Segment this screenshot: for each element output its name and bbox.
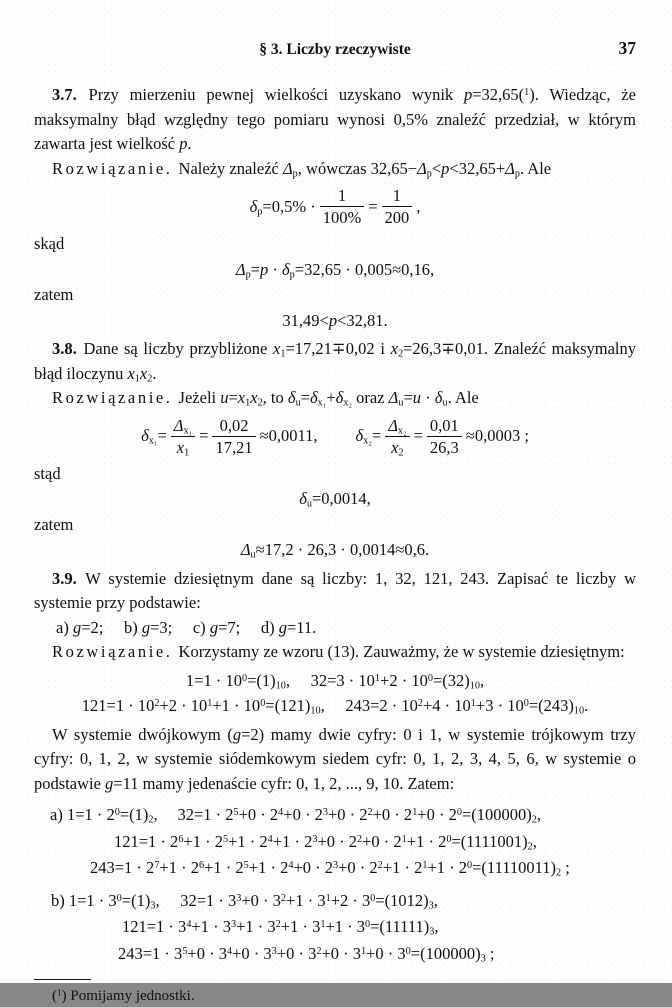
problem-3-9-statement (34, 567, 636, 616)
formula-lead: $\delta_p=0,5\%$ · (249, 196, 316, 218)
fraction (385, 416, 409, 457)
binary-expansion-line-1: a) $1=1 \cdot 2^0=(1)_2$, $32=1 \cdot 2^5+0 \cdot 2^4+0 \cdot 2^3+0 \cdot 2^2+0 \cdot 2^1+0 \cdot 2^0=(100000)_2$, (50, 805, 541, 826)
fraction (212, 416, 255, 457)
denominator: 17,21 (215, 437, 253, 457)
formula-relative-error-p (34, 186, 636, 227)
section-heading: § 3. Liczby rzeczywiste (259, 41, 411, 58)
footnote (34, 985, 636, 1007)
solution-3-9-intro (34, 640, 636, 665)
problem-3-9-text: W systemie dziesiętnym dane są liczby: 1, 32, 121, 243. Zapisać te liczby w systemie przy podstawie: (34, 568, 636, 612)
formula-relative-errors-x1-x2 (34, 416, 636, 457)
formula-text: $\Delta_p=p \cdot \delta_p=32,65 \cdot 0,005\approx 0,16$, (235, 259, 435, 281)
ternary-expansion-line-3: $243=1 \cdot 3^5+0 \cdot 3^4+0 \cdot 3^3+0 \cdot 3^2+0 \cdot 3^1+0 \cdot 3^0=(100000)_3$ ; (118, 943, 495, 965)
connector-skad: skąd (34, 234, 65, 253)
problem-3-7-text: Przy mierzeniu pewnej wielkości uzyskano wynik p=32,65($^1$). Wiedząc, że maksymalny błąd względny tego pomiaru wynosi 0,5% znaleźć przedział, w którym zawarta jest wielkość p. (34, 85, 637, 153)
number-systems-paragraph (34, 723, 636, 797)
footnote-text: ($^1$) Pomijamy jednostki. (52, 988, 195, 1004)
solution-3-7-text: Należy znaleźć $\Delta_p$, wówczas $32,65-\Delta_p<p<32,65+\Delta_p$. Ale (178, 158, 552, 180)
problem-3-8-text: Dane są liczby przybliżone $x_1=17,21\mp 0,02$ i $x_2=26,3\mp 0,01$. Znaleźć maksymalny błąd iloczynu $x_1x_2$. (34, 339, 636, 385)
denominator: 26,3 (429, 437, 459, 457)
decimal-expansion-line-1 (34, 669, 636, 694)
numerator: 1 (382, 186, 413, 207)
fraction (382, 186, 413, 227)
ternary-expansion-line-2: $121=1 \cdot 3^4+1 \cdot 3^3+1 \cdot 3^2+1 \cdot 3^1+1 \cdot 3^0=(11111)_3$, (122, 917, 439, 938)
problem-3-8-number: 3.8. (52, 339, 77, 358)
denominator: $x_2$ (391, 437, 404, 459)
problem-3-7-number: 3.7. (52, 85, 77, 104)
solution-label: Rozwiązanie. (52, 158, 173, 178)
formula-text: $\delta_u=0,0014$, (299, 489, 371, 510)
decimal-expansion-line-2 (34, 694, 636, 719)
denominator: 200 (384, 208, 410, 227)
formula-interval-result (34, 309, 636, 334)
numerator: 0,02 (212, 416, 255, 437)
formula-tail: ≈0,0003 ; (465, 426, 529, 445)
formula-Delta-u-result (34, 538, 636, 563)
footnote-divider (34, 979, 91, 980)
connector-zatem: zatem (34, 285, 74, 304)
solution-label: Rozwiązanie. (52, 388, 173, 407)
numerator: 1 (320, 186, 365, 207)
solution-3-9-text: Korzystamy ze wzoru (13). Zauważmy, że w systemie dziesiętnym: (178, 642, 625, 661)
formula-lead: $\delta_{x_2}=$ (355, 426, 382, 447)
formula-text: $\Delta_u\approx 17,2 \cdot 26,3 \cdot 0,0014\approx 0,6$. (240, 540, 430, 561)
binary-expansion-line-2: $121=1 \cdot 2^6+1 \cdot 2^5+1 \cdot 2^4+1 \cdot 2^3+0 \cdot 2^2+0 \cdot 2^1+1 \cdot 2^0=(1111001)_2$, (114, 831, 537, 853)
page-header (34, 40, 636, 60)
numerator: 0,01 (427, 416, 462, 437)
page-number: 37 (618, 38, 636, 58)
connector-stad: stąd (34, 463, 61, 483)
problem-3-8-statement (34, 337, 636, 386)
numerator: $\Delta_{x_2}$ (385, 416, 409, 437)
formula-text: 31,49<p<32,81. (282, 310, 388, 330)
fraction (427, 416, 462, 457)
binary-expansion-line-3: $243=1 \cdot 2^7+1 \cdot 2^6+1 \cdot 2^5+1 \cdot 2^4+0 \cdot 2^3+0 \cdot 2^2+1 \cdot 2^1+1 \cdot 2^0=(11110011)_2$ ; (90, 858, 570, 879)
problem-3-7-statement (34, 83, 636, 157)
subproblem-list: a) g=2; b) g=3; c) g=7; d) g=11. (56, 617, 317, 637)
ternary-expansion-line-1: b) $1=1 \cdot 3^0=(1)_3$, $32=1 \cdot 3^3+0 \cdot 3^2+1 \cdot 3^1+2 \cdot 3^0=(1012)_3$, (51, 890, 438, 912)
problem-3-9-number: 3.9. (52, 568, 77, 588)
formula-tail: , (416, 196, 421, 216)
solution-3-8-intro (34, 386, 636, 411)
fraction (171, 416, 195, 457)
connector-zatem: zatem (34, 514, 74, 534)
denominator: 100% (322, 208, 362, 227)
formula-tail: ≈0,0011, (259, 426, 318, 445)
equals-sign: = (199, 426, 209, 445)
formula-text: $121=1 \cdot 10^2+2 \cdot 10^1+1 \cdot 10^0=(121)_{10}$, $243=2 \cdot 10^2+4 \cdot 10^1+3 \cdot 10^0=(243)_{10}$. (81, 696, 589, 717)
denominator: $x_1$ (176, 437, 190, 459)
formula-absolute-error-p (34, 258, 636, 283)
number-systems-text: W systemie dwójkowym (g=2) mamy dwie cyfry: 0 i 1, w systemie trójkowym trzy cyfry: 0, 1, 2, w systemie siódemkowym siedem cyfr: 0, 1, 2, 3, 4, 5, 6, w systemie o podstawie g=11 mamy jedenaście cyfr: 0, 1, 2, ..., 9, 10. Zatem: (34, 724, 636, 793)
solution-label: Rozwiązanie. (52, 642, 173, 661)
solution-3-8-text: Jeżeli $u=x_1x_2$, to $\delta_u=\delta_{x_1}+\delta_{x_2}$ oraz $\Delta_u=u \cdot \delta_u$. Ale (178, 388, 479, 409)
solution-3-7-intro (34, 157, 636, 182)
equals-sign: = (368, 196, 378, 216)
formula-delta-u (34, 487, 636, 512)
fraction (320, 186, 365, 227)
equals-sign: = (413, 426, 423, 445)
formula-text: $1=1 \cdot 10^0=(1)_{10}$, $32=3 \cdot 10^1+2 \cdot 10^0=(32)_{10}$, (185, 670, 485, 692)
formula-lead: $\delta_{x_1}=$ (141, 426, 167, 447)
numerator: $\Delta_{x_1}$ (171, 416, 195, 437)
formula-group-x1 (139, 416, 319, 457)
formula-group-x2 (354, 416, 531, 457)
